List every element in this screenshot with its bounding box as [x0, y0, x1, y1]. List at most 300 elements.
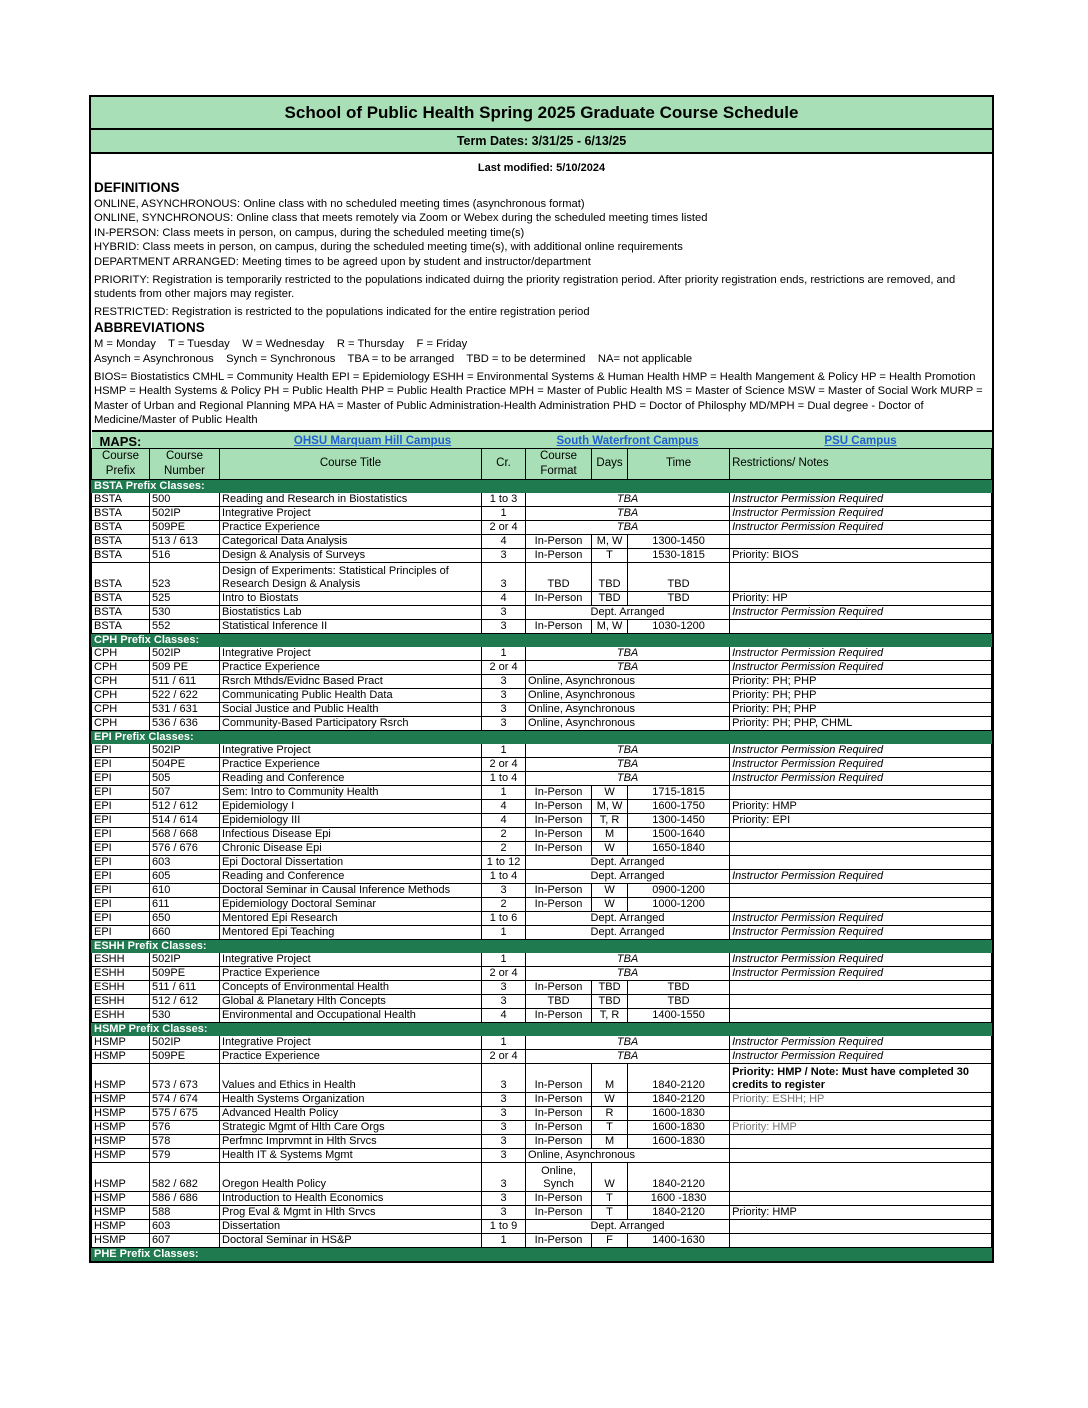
course-notes: Instructor Permission Required — [730, 743, 992, 757]
course-credits: 2 or 4 — [482, 1049, 526, 1063]
course-credits: 1 — [482, 743, 526, 757]
course-number: 522 / 622 — [150, 688, 220, 702]
course-credits: 1 — [482, 952, 526, 966]
section-label: PHE Prefix Classes: — [92, 1247, 992, 1260]
course-prefix: EPI — [92, 813, 150, 827]
course-time: TBD — [628, 562, 730, 591]
table-row — [92, 1092, 992, 1106]
course-prefix: BSTA — [92, 605, 150, 619]
course-notes: Priority: PH; PHP — [730, 688, 992, 702]
course-prefix: HSMP — [92, 1148, 150, 1162]
course-time: 1030-1200 — [628, 619, 730, 633]
priority-definition: PRIORITY: Registration is temporarily restricted to the populations indicated duirng the priority registration period. After priority registration ends, restrictions are removed, and students from other majors may register. — [94, 273, 956, 301]
course-number: 603 — [150, 1219, 220, 1233]
table-row — [92, 702, 992, 716]
course-title: Communicating Public Health Data — [220, 688, 482, 702]
table-row — [92, 1134, 992, 1148]
course-number: 523 — [150, 562, 220, 591]
course-days: W — [592, 1162, 628, 1191]
course-title: Perfmnc Imprvmnt in Hlth Srvcs — [220, 1134, 482, 1148]
course-title: Epidemiology I — [220, 799, 482, 813]
course-format: In-Person — [526, 1106, 592, 1120]
course-time: 1600-1830 — [628, 1106, 730, 1120]
course-prefix: HSMP — [92, 1205, 150, 1219]
course-format: In-Person — [526, 785, 592, 799]
section-label: HSMP Prefix Classes: — [92, 1022, 992, 1035]
section-header-row — [92, 1247, 992, 1260]
course-prefix: EPI — [92, 771, 150, 785]
course-title: Biostatistics Lab — [220, 605, 482, 619]
course-prefix: EPI — [92, 743, 150, 757]
course-time: 1300-1450 — [628, 813, 730, 827]
course-prefix: EPI — [92, 799, 150, 813]
course-credits: 2 or 4 — [482, 757, 526, 771]
course-notes — [730, 980, 992, 994]
course-number: 509PE — [150, 1049, 220, 1063]
course-credits: 3 — [482, 883, 526, 897]
course-credits: 1 to 4 — [482, 869, 526, 883]
course-notes: Instructor Permission Required — [730, 911, 992, 925]
course-credits: 1 — [482, 506, 526, 520]
course-credits: 3 — [482, 716, 526, 730]
course-format: In-Person — [526, 799, 592, 813]
course-title: Epi Doctoral Dissertation — [220, 855, 482, 869]
course-days: TBD — [592, 994, 628, 1008]
course-time: 1600-1750 — [628, 799, 730, 813]
course-notes: Instructor Permission Required — [730, 771, 992, 785]
course-notes — [730, 897, 992, 911]
course-prefix: HSMP — [92, 1106, 150, 1120]
table-row — [92, 688, 992, 702]
course-days: M, W — [592, 619, 628, 633]
course-format: TBA — [526, 520, 730, 534]
course-notes: Instructor Permission Required — [730, 506, 992, 520]
course-credits: 3 — [482, 1120, 526, 1134]
course-number: 611 — [150, 897, 220, 911]
course-prefix: HSMP — [92, 1191, 150, 1205]
course-title: Social Justice and Public Health — [220, 702, 482, 716]
course-number: 502IP — [150, 952, 220, 966]
course-title: Design of Experiments: Statistical Principles of Research Design & Analysis — [220, 562, 482, 591]
course-prefix: HSMP — [92, 1233, 150, 1247]
course-time: 1400-1550 — [628, 1008, 730, 1022]
course-notes: Priority: PH; PHP, CHML — [730, 716, 992, 730]
course-format: In-Person — [526, 548, 592, 562]
course-prefix: EPI — [92, 883, 150, 897]
course-prefix: EPI — [92, 841, 150, 855]
course-time: TBD — [628, 994, 730, 1008]
course-credits: 4 — [482, 799, 526, 813]
course-number: 610 — [150, 883, 220, 897]
course-title: Advanced Health Policy — [220, 1106, 482, 1120]
course-format: In-Person — [526, 1205, 592, 1219]
course-prefix: EPI — [92, 897, 150, 911]
course-format: Online, Asynchronous — [526, 702, 730, 716]
page-title: School of Public Health Spring 2025 Graduate Course Schedule — [91, 97, 992, 130]
course-prefix: HSMP — [92, 1134, 150, 1148]
course-title: Practice Experience — [220, 966, 482, 980]
course-notes — [730, 1106, 992, 1120]
course-prefix: BSTA — [92, 619, 150, 633]
course-days: F — [592, 1233, 628, 1247]
course-credits: 1 — [482, 925, 526, 939]
course-title: Introduction to Health Economics — [220, 1191, 482, 1205]
course-format: TBD — [526, 562, 592, 591]
definition-line: IN-PERSON: Class meets in person, on campus, during the scheduled meeting time(s) — [94, 226, 525, 239]
table-row — [92, 506, 992, 520]
course-credits: 1 to 9 — [482, 1219, 526, 1233]
course-time: 1000-1200 — [628, 897, 730, 911]
table-row — [92, 1162, 992, 1191]
course-number: 574 / 674 — [150, 1092, 220, 1106]
course-prefix: EPI — [92, 925, 150, 939]
course-prefix: HSMP — [92, 1162, 150, 1191]
course-number: 509 PE — [150, 660, 220, 674]
section-label: CPH Prefix Classes: — [92, 633, 992, 646]
course-prefix: EPI — [92, 869, 150, 883]
course-notes: Instructor Permission Required — [730, 869, 992, 883]
course-number: 513 / 613 — [150, 534, 220, 548]
definition-line: HYBRID: Class meets in person, on campus, during the scheduled meeting time(s), with additional online requirements — [94, 241, 683, 254]
course-time: 1600 -1830 — [628, 1191, 730, 1205]
course-title: Practice Experience — [220, 520, 482, 534]
course-table — [91, 430, 992, 1261]
course-notes: Instructor Permission Required — [730, 952, 992, 966]
course-title: Epidemiology Doctoral Seminar — [220, 897, 482, 911]
col-title: Course Title — [220, 448, 482, 479]
course-credits: 1 — [482, 1035, 526, 1049]
course-notes: Priority: EPI — [730, 813, 992, 827]
course-prefix: CPH — [92, 702, 150, 716]
course-time: 1400-1630 — [628, 1233, 730, 1247]
course-days: T — [592, 548, 628, 562]
course-title: Intro to Biostats — [220, 591, 482, 605]
course-title: Environmental and Occupational Health — [220, 1008, 482, 1022]
course-days: T — [592, 1205, 628, 1219]
course-title: Practice Experience — [220, 660, 482, 674]
last-modified: Last modified: 5/10/2024 — [477, 162, 606, 174]
course-number: 511 / 611 — [150, 980, 220, 994]
table-row — [92, 883, 992, 897]
course-number: 512 / 612 — [150, 799, 220, 813]
course-notes: Priority: HMP — [730, 1120, 992, 1134]
course-number: 516 — [150, 548, 220, 562]
course-format: In-Person — [526, 883, 592, 897]
course-prefix: CPH — [92, 688, 150, 702]
course-title: Mentored Epi Teaching — [220, 925, 482, 939]
course-credits: 3 — [482, 1148, 526, 1162]
course-days: W — [592, 841, 628, 855]
course-format: Dept. Arranged — [526, 855, 730, 869]
course-format: TBA — [526, 1049, 730, 1063]
course-credits: 3 — [482, 702, 526, 716]
course-format: Online, Asynchronous — [526, 674, 730, 688]
course-credits: 1 — [482, 785, 526, 799]
table-row — [92, 1219, 992, 1233]
map-link-south-waterfront[interactable]: South Waterfront Campus — [556, 434, 699, 447]
section-header-row — [92, 939, 992, 952]
course-title: Statistical Inference II — [220, 619, 482, 633]
course-title: Health Systems Organization — [220, 1092, 482, 1106]
table-row — [92, 743, 992, 757]
table-row — [92, 1008, 992, 1022]
course-format: Online, Synch — [526, 1162, 592, 1191]
course-format: TBA — [526, 506, 730, 520]
course-format: TBA — [526, 1035, 730, 1049]
course-notes: Instructor Permission Required — [730, 660, 992, 674]
table-row — [92, 534, 992, 548]
course-notes: Instructor Permission Required — [730, 646, 992, 660]
course-prefix: HSMP — [92, 1049, 150, 1063]
course-notes: Priority: HP — [730, 591, 992, 605]
course-credits: 4 — [482, 534, 526, 548]
course-title: Integrative Project — [220, 506, 482, 520]
course-number: 502IP — [150, 743, 220, 757]
course-credits: 1 to 6 — [482, 911, 526, 925]
course-credits: 3 — [482, 1134, 526, 1148]
definition-line: ONLINE, SYNCHRONOUS: Online class that meets remotely via Zoom or Webex during the scheduled meeting times listed — [94, 212, 708, 225]
course-prefix: CPH — [92, 674, 150, 688]
course-title: Values and Ethics in Health — [220, 1063, 482, 1092]
course-format: In-Person — [526, 827, 592, 841]
course-notes — [730, 1148, 992, 1162]
course-number: 530 — [150, 1008, 220, 1022]
course-format: In-Person — [526, 813, 592, 827]
course-title: Community-Based Participatory Rsrch — [220, 716, 482, 730]
course-prefix: BSTA — [92, 520, 150, 534]
course-title: Integrative Project — [220, 952, 482, 966]
course-days: T, R — [592, 1008, 628, 1022]
course-notes — [730, 785, 992, 799]
course-prefix: BSTA — [92, 548, 150, 562]
course-prefix: HSMP — [92, 1219, 150, 1233]
course-title: Doctoral Seminar in HS&P — [220, 1233, 482, 1247]
course-number: 502IP — [150, 646, 220, 660]
course-format: In-Person — [526, 1134, 592, 1148]
col-credits: Cr. — [482, 448, 526, 479]
map-link-psu[interactable]: PSU Campus — [824, 434, 897, 447]
course-time: 1650-1840 — [628, 841, 730, 855]
restricted-definition: RESTRICTED: Registration is restricted to the populations indicated for the entire registration period — [94, 305, 590, 318]
course-notes — [730, 1008, 992, 1022]
definition-line: ONLINE, ASYNCHRONOUS: Online class with no scheduled meeting times (asynchronous format) — [94, 197, 585, 210]
course-notes: Instructor Permission Required — [730, 605, 992, 619]
course-title: Integrative Project — [220, 743, 482, 757]
course-number: 660 — [150, 925, 220, 939]
course-number: 650 — [150, 911, 220, 925]
definition-line: DEPARTMENT ARRANGED: Meeting times to be agreed upon by student and instructor/department — [94, 255, 591, 268]
course-days: TBD — [592, 980, 628, 994]
table-row — [92, 605, 992, 619]
course-format: In-Person — [526, 1233, 592, 1247]
course-prefix: HSMP — [92, 1035, 150, 1049]
course-prefix: EPI — [92, 855, 150, 869]
table-row — [92, 771, 992, 785]
course-days: TBD — [592, 591, 628, 605]
course-title: Sem: Intro to Community Health — [220, 785, 482, 799]
table-row — [92, 897, 992, 911]
course-credits: 1 to 12 — [482, 855, 526, 869]
course-title: Integrative Project — [220, 646, 482, 660]
course-notes — [730, 841, 992, 855]
maps-label: MAPS: — [92, 431, 220, 449]
section-label: ESHH Prefix Classes: — [92, 939, 992, 952]
course-credits: 3 — [482, 548, 526, 562]
course-notes — [730, 1162, 992, 1191]
course-number: 576 / 676 — [150, 841, 220, 855]
course-time: 1840-2120 — [628, 1162, 730, 1191]
course-notes: Instructor Permission Required — [730, 966, 992, 980]
course-number: 531 / 631 — [150, 702, 220, 716]
course-credits: 3 — [482, 980, 526, 994]
table-row — [92, 966, 992, 980]
column-header-row — [92, 448, 992, 479]
course-notes — [730, 855, 992, 869]
course-days: R — [592, 1106, 628, 1120]
course-format: TBA — [526, 492, 730, 506]
course-time: 1715-1815 — [628, 785, 730, 799]
course-title: Infectious Disease Epi — [220, 827, 482, 841]
table-row — [92, 1120, 992, 1134]
table-row — [92, 660, 992, 674]
course-format: In-Person — [526, 1092, 592, 1106]
course-notes — [730, 562, 992, 591]
table-row — [92, 619, 992, 633]
course-title: Reading and Conference — [220, 869, 482, 883]
course-time: 1600-1830 — [628, 1120, 730, 1134]
course-notes: Priority: HMP / Note: Must have completed 30 credits to register — [730, 1063, 992, 1092]
course-title: Dissertation — [220, 1219, 482, 1233]
course-notes: Instructor Permission Required — [730, 520, 992, 534]
table-row — [92, 855, 992, 869]
course-credits: 4 — [482, 591, 526, 605]
course-time: 1500-1640 — [628, 827, 730, 841]
course-format: TBD — [526, 994, 592, 1008]
course-number: 505 — [150, 771, 220, 785]
course-title: Integrative Project — [220, 1035, 482, 1049]
course-credits: 1 — [482, 1233, 526, 1247]
course-days: W — [592, 785, 628, 799]
course-days: TBD — [592, 562, 628, 591]
course-format: In-Person — [526, 1008, 592, 1022]
course-notes: Priority: ESHH; HP — [730, 1092, 992, 1106]
course-notes: Priority: BIOS — [730, 548, 992, 562]
course-credits: 3 — [482, 1191, 526, 1205]
course-format: Online, Asynchronous — [526, 716, 730, 730]
course-prefix: EPI — [92, 785, 150, 799]
course-days: W — [592, 897, 628, 911]
course-notes — [730, 619, 992, 633]
course-title: Prog Eval & Mgmt in Hlth Srvcs — [220, 1205, 482, 1219]
course-format: In-Person — [526, 897, 592, 911]
course-notes — [730, 1219, 992, 1233]
col-days: Days — [592, 448, 628, 479]
course-credits: 2 — [482, 897, 526, 911]
table-row — [92, 548, 992, 562]
table-row — [92, 1233, 992, 1247]
course-days: M — [592, 827, 628, 841]
course-number: 582 / 682 — [150, 1162, 220, 1191]
course-format: TBA — [526, 646, 730, 660]
course-title: Health IT & Systems Mgmt — [220, 1148, 482, 1162]
course-title: Categorical Data Analysis — [220, 534, 482, 548]
course-prefix: BSTA — [92, 492, 150, 506]
course-days: T, R — [592, 813, 628, 827]
section-label: EPI Prefix Classes: — [92, 730, 992, 743]
course-number: 603 — [150, 855, 220, 869]
course-prefix: CPH — [92, 716, 150, 730]
table-row — [92, 1191, 992, 1205]
course-number: 504PE — [150, 757, 220, 771]
course-credits: 3 — [482, 1092, 526, 1106]
table-row — [92, 492, 992, 506]
abbrev-terms: Asynch = Asynchronous Synch = Synchronous TBA = to be arranged TBD = to be determined NA= not applicable — [94, 352, 693, 365]
course-format: TBA — [526, 660, 730, 674]
course-number: 509PE — [150, 966, 220, 980]
course-number: 502IP — [150, 506, 220, 520]
course-title: Oregon Health Policy — [220, 1162, 482, 1191]
table-row — [92, 1063, 992, 1092]
table-row — [92, 785, 992, 799]
course-time: TBD — [628, 591, 730, 605]
course-title: Design & Analysis of Surveys — [220, 548, 482, 562]
course-notes: Priority: PH; PHP — [730, 702, 992, 716]
course-title: Epidemiology III — [220, 813, 482, 827]
table-row — [92, 1106, 992, 1120]
course-format: TBA — [526, 771, 730, 785]
abbreviations-heading: ABBREVIATIONS — [94, 320, 205, 336]
course-notes: Instructor Permission Required — [730, 757, 992, 771]
course-notes: Instructor Permission Required — [730, 925, 992, 939]
course-credits: 3 — [482, 1063, 526, 1092]
course-notes: Priority: HMP — [730, 799, 992, 813]
course-days: T — [592, 1120, 628, 1134]
schedule-sheet — [89, 95, 994, 1263]
course-prefix: BSTA — [92, 534, 150, 548]
course-format: TBA — [526, 757, 730, 771]
course-time: 1530-1815 — [628, 548, 730, 562]
course-credits: 4 — [482, 1008, 526, 1022]
maps-row — [92, 431, 992, 449]
course-number: 525 — [150, 591, 220, 605]
course-title: Strategic Mgmt of Hlth Care Orgs — [220, 1120, 482, 1134]
course-title: Reading and Research in Biostatistics — [220, 492, 482, 506]
course-notes: Instructor Permission Required — [730, 1049, 992, 1063]
course-credits: 2 — [482, 827, 526, 841]
table-row — [92, 994, 992, 1008]
map-link-marquam-hill[interactable]: OHSU Marquam Hill Campus — [293, 434, 452, 447]
course-notes — [730, 827, 992, 841]
course-title: Global & Planetary Hlth Concepts — [220, 994, 482, 1008]
course-credits: 1 to 3 — [482, 492, 526, 506]
table-row — [92, 841, 992, 855]
course-format: Online, Asynchronous — [526, 688, 730, 702]
table-row — [92, 1049, 992, 1063]
course-number: 552 — [150, 619, 220, 633]
course-notes — [730, 1233, 992, 1247]
course-time: TBD — [628, 980, 730, 994]
table-row — [92, 952, 992, 966]
definitions-heading: DEFINITIONS — [94, 179, 180, 195]
course-number: 536 / 636 — [150, 716, 220, 730]
course-format: In-Person — [526, 1191, 592, 1205]
course-prefix: ESHH — [92, 1008, 150, 1022]
col-format: Course Format — [526, 448, 592, 479]
course-format: Dept. Arranged — [526, 605, 730, 619]
term-dates: Term Dates: 3/31/25 - 6/13/25 — [91, 130, 992, 154]
course-number: 502IP — [150, 1035, 220, 1049]
course-time: 1840-2120 — [628, 1063, 730, 1092]
